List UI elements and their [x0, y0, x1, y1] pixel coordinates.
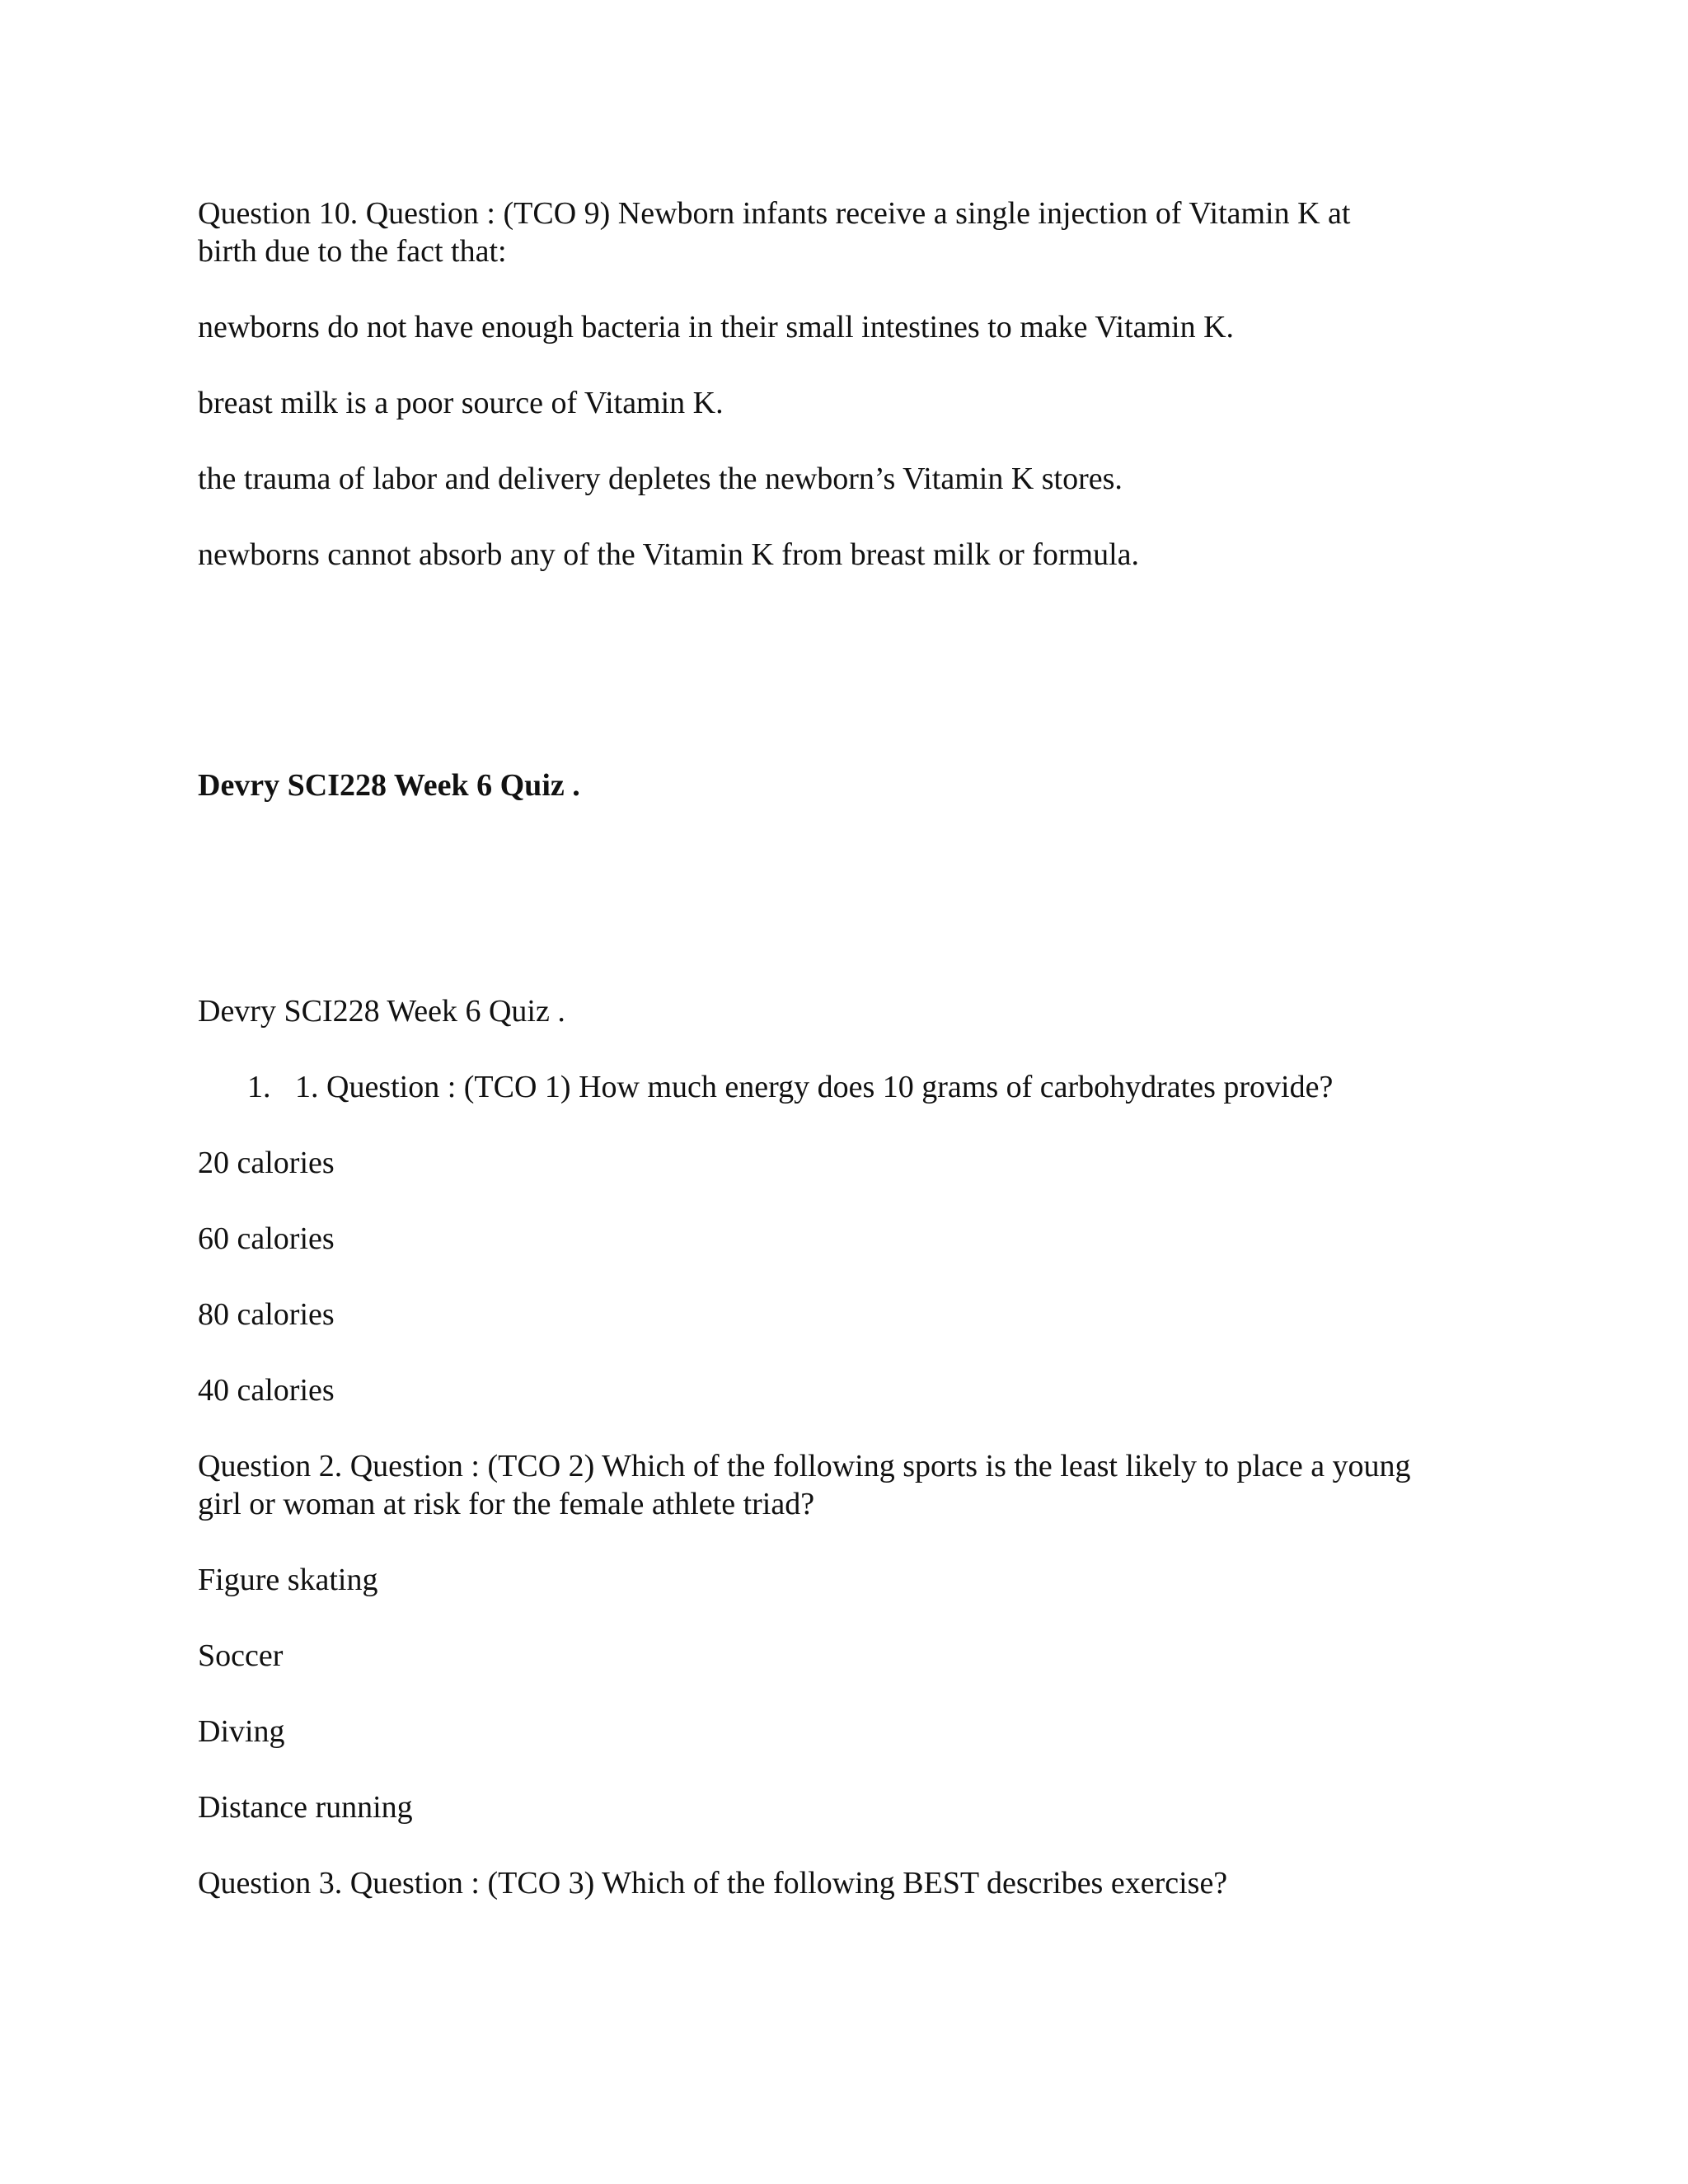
question-10-line-1: Question 10. Question : (TCO 9) Newborn infants receive a single injection of Vitamin K at [198, 196, 1351, 231]
q2-option-3: Diving [198, 1714, 285, 1749]
q1-option-2: 60 calories [198, 1221, 335, 1256]
question-3: Question 3. Question : (TCO 3) Which of the following BEST describes exercise? [198, 1866, 1228, 1900]
q1-option-1: 20 calories [198, 1146, 335, 1180]
question-1: 1. Question : (TCO 1) How much energy does 10 grams of carbohydrates provide? [295, 1070, 1334, 1104]
q1-option-4: 40 calories [198, 1373, 335, 1408]
quiz-heading: Devry SCI228 Week 6 Quiz . [198, 768, 580, 803]
q2-option-2: Soccer [198, 1638, 284, 1673]
q1-option-3: 80 calories [198, 1297, 335, 1332]
q2-option-4: Distance running [198, 1790, 413, 1825]
question-2-line-2: girl or woman at risk for the female athlete triad? [198, 1487, 815, 1521]
q10-option-4: newborns cannot absorb any of the Vitamin K from breast milk or formula. [198, 537, 1140, 572]
list-number-1: 1. [247, 1070, 271, 1104]
quiz-subheading: Devry SCI228 Week 6 Quiz . [198, 994, 565, 1029]
q10-option-2: breast milk is a poor source of Vitamin K. [198, 386, 724, 420]
q10-option-3: the trauma of labor and delivery depletes the newborn’s Vitamin K stores. [198, 462, 1123, 496]
q10-option-1: newborns do not have enough bacteria in their small intestines to make Vitamin K. [198, 310, 1235, 344]
q2-option-1: Figure skating [198, 1563, 378, 1597]
question-2-line-1: Question 2. Question : (TCO 2) Which of the following sports is the least likely to place a young [198, 1449, 1411, 1483]
question-10-line-2: birth due to the fact that: [198, 234, 507, 269]
